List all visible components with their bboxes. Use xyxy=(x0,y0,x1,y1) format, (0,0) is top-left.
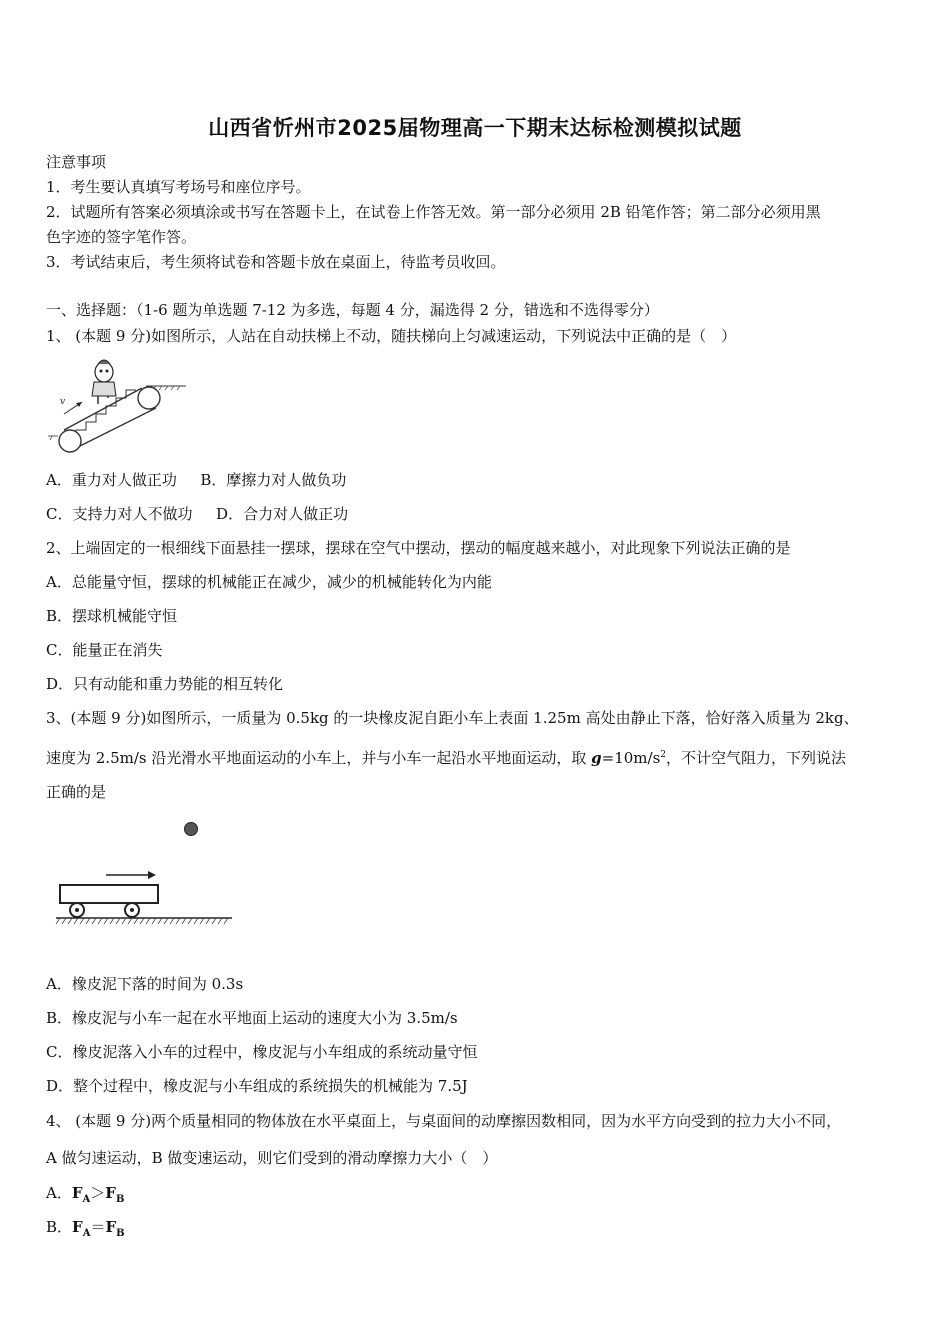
q3-option-b: B．橡皮泥与小车一起在水平地面上运动的速度大小为 3.5m/s xyxy=(46,1009,458,1027)
notice-item: 3．考试结束后，考生须将试卷和答题卡放在桌面上，待监考员收回。 xyxy=(46,253,506,271)
q2-option-c: C．能量正在消失 xyxy=(46,641,163,659)
section-heading: 一、选择题：（1-6 题为单选题 7-12 为多选，每题 4 分，漏选得 2 分，错选和不选得零分） xyxy=(46,301,659,319)
q2-option-b: B．摆球机械能守恒 xyxy=(46,607,178,625)
notice-item: 2．试题所有答案必须填涂或书写在答题卡上，在试卷上作答无效。第一部分必须用 2B 铅笔作答；第二部分必须用黑 xyxy=(46,203,821,221)
q3-option-a: A．橡皮泥下落的时间为 0.3s xyxy=(46,975,244,993)
notice-item: 1．考生要认真填写考场号和座位序号。 xyxy=(46,178,311,196)
q1-options-ab xyxy=(46,470,346,490)
page-title: 山西省忻州市2025届物理高一下期末达标检测模拟试题 xyxy=(208,116,742,140)
q1-stem: 1、 (本题 9 分)如图所示，人站在自动扶梯上不动，随扶梯向上匀减速运动，下列说法中正确的是（ ） xyxy=(46,327,737,345)
q1-option-b: B．摩擦力对人做负功 xyxy=(200,471,347,489)
notice-heading: 注意事项 xyxy=(46,153,107,171)
notice-item: 色字迹的签字笔作答。 xyxy=(46,228,197,246)
q3-stem-line1: 3、(本题 9 分)如图所示，一质量为 0.5kg 的一块橡皮泥自距小车上表面 1.25m 高处由静止下落，恰好落入质量为 2kg、 xyxy=(46,709,859,727)
q3-option-d: D．整个过程中，橡皮泥与小车组成的系统损失的机械能为 7.5J xyxy=(46,1077,468,1095)
velocity-label: v xyxy=(60,397,66,407)
q3-option-c: C．橡皮泥落入小车的过程中，橡皮泥与小车组成的系统动量守恒 xyxy=(46,1043,478,1061)
cart-figure xyxy=(54,816,236,928)
q2-option-d: D．只有动能和重力势能的相互转化 xyxy=(46,675,284,693)
q3-stem-line2: 速度为 2.5m/s 沿光滑水平地面运动的小车上，并与小车一起沿水平地面运动，取 $g=10m/s^2$，不计空气阻力，下列说法 xyxy=(46,749,847,767)
q1-option-c: C．支持力对人不做功 xyxy=(46,505,193,523)
q1-option-a: A．重力对人做正功 xyxy=(46,471,177,489)
q4-stem-line1: 4、 (本题 9 分)两个质量相同的物体放在水平桌面上，与桌面间的动摩擦因数相同，因为水平方向受到的拉力大小不同， xyxy=(46,1112,842,1130)
q4-option-b: B．$F_A=F_B$ xyxy=(46,1218,125,1239)
q2-stem: 2、上端固定的一根细线下面悬挂一摆球，摆球在空气中摆动，摆动的幅度越来越小，对此现象下列说法正确的是 xyxy=(46,539,791,557)
escalator-figure xyxy=(46,352,188,460)
q1-options-cd xyxy=(46,504,348,524)
q4-stem-line2: A 做匀速运动，B 做变速运动，则它们受到的滑动摩擦力大小（ ） xyxy=(46,1149,498,1167)
q3-stem-line3: 正确的是 xyxy=(46,783,107,801)
q1-option-d: D．合力对人做正功 xyxy=(216,505,349,523)
q2-option-a: A．总能量守恒，摆球的机械能正在减少，减少的机械能转化为内能 xyxy=(46,573,492,591)
q4-option-a: A．$F_A>F_B$ xyxy=(46,1184,125,1205)
